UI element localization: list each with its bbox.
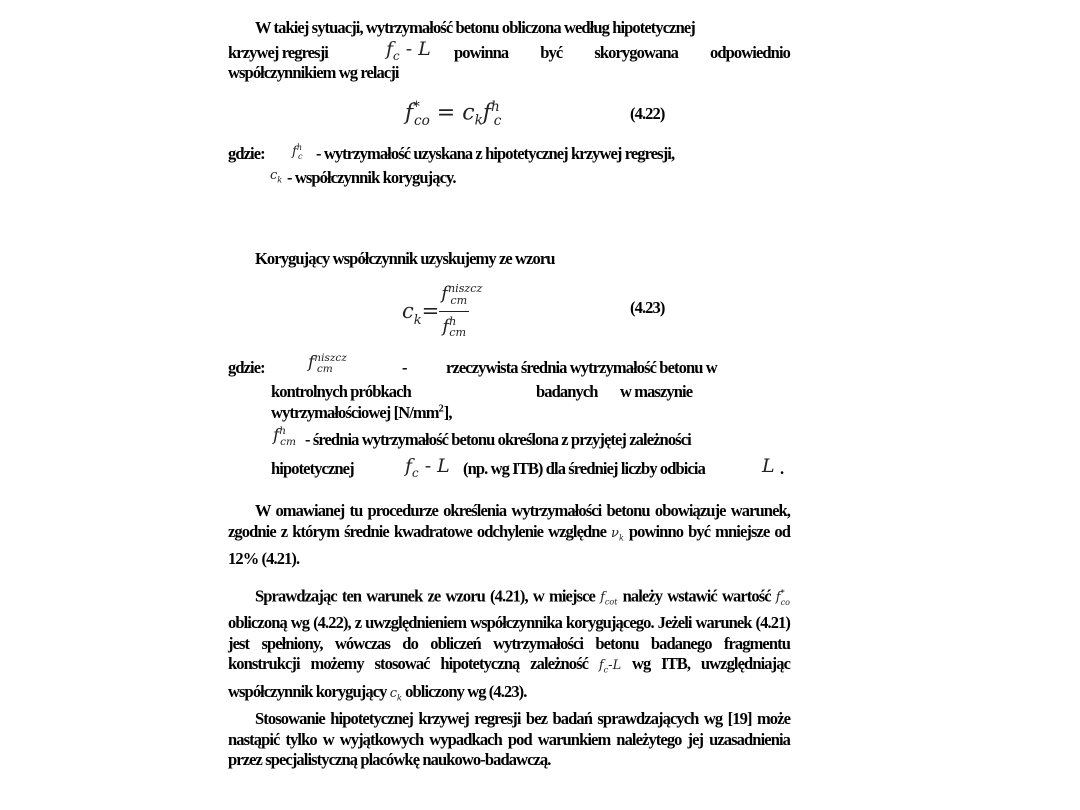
eq423-c: c [402, 299, 414, 324]
definitions-2-label: gdzie: [228, 358, 265, 377]
equation-number-4-23: (4.23) [630, 298, 665, 317]
eq423-denominator [440, 312, 468, 343]
symbol-L: L [418, 37, 431, 60]
p4-fc-sub: c [603, 666, 609, 676]
p4-fc: f [598, 658, 604, 674]
eq422-star: * [413, 99, 420, 115]
intro-line-2-end: powinna być skorygowana odpowiednio [454, 42, 790, 62]
p4-f2-sup: * [780, 589, 785, 598]
definitions-2-dash-1: - [402, 358, 407, 377]
definitions-1-symbol-fch [292, 143, 303, 161]
definitions-1-symbol-ck [270, 168, 282, 185]
eq423-den-f: f [442, 315, 450, 337]
p4-dash: - [608, 658, 613, 674]
eq422-sup-h: h [490, 99, 500, 115]
eq423-den-sub: cm [449, 326, 467, 340]
def2-f2: f [273, 425, 280, 446]
def2-text1c-main: wytrzymałościowej [N/mm [271, 403, 439, 422]
definitions-2-text-2b-2: (np. wg ITB) dla średniej liczby odbicia [463, 459, 705, 478]
definitions-2-text-2b-1: hipotetycznej [271, 459, 354, 478]
eq423-fraction [439, 280, 483, 342]
def1-c: c [270, 168, 278, 183]
def2-fc: f [405, 455, 413, 477]
def1-sub-k: k [277, 175, 283, 185]
def2-f1-sub: cm [316, 363, 333, 376]
definitions-2-text-2b-end: . [780, 459, 784, 478]
eq423-den-sup: h [449, 314, 457, 328]
eq422-sub-co: co [413, 112, 430, 129]
def2-f2-sup: h [279, 425, 287, 437]
symbol-nu-k [611, 526, 624, 541]
p4-part-2: należy wstawić wartość [622, 586, 771, 606]
p4-f1: f [600, 590, 605, 606]
definitions-2-text-1a: rzeczywista średnia wytrzymałość betonu w [446, 358, 717, 377]
symbol-f-cot [600, 590, 617, 605]
intro-line-2 [228, 39, 790, 65]
definitions-2-text-1b-1: kontrolnych próbkach [271, 382, 411, 401]
definitions-2-text-1b-2: badanych [536, 382, 598, 401]
def2-f1-sup: niszcz [314, 352, 347, 364]
def2-f1: f [308, 352, 315, 373]
p4-f2: f [775, 590, 781, 606]
intro-line-1: W takiej sytuacji, wytrzymałość betonu obliczona według hipotetycznej [255, 18, 695, 37]
definitions-2-symbol-fcm-niszcz [308, 352, 347, 376]
definitions-1-item-2: - współczynnik korygujący. [287, 168, 456, 187]
p4-L: L [612, 658, 622, 674]
p3-nu-sub: k [618, 533, 624, 543]
p4-f1-sub: cot [604, 597, 618, 607]
equation-4-23-formula [402, 280, 483, 342]
intro-line-3: współczynnikiem wg relacji [228, 62, 399, 82]
p4-c: c [389, 685, 398, 701]
eq422-f2: f [482, 100, 491, 126]
subscript-c: c [393, 48, 400, 63]
p4-part-3: obliczoną wg (4.22), z uwzględnieniem współczynnika korygującego. Jeżeli warunek (4.21) jest spełniony, wówczas do obliczeń wytrzymałości betonu badanego fragmentu konstrukcji możemy stosować hipotetyczną zależność [228, 613, 790, 674]
symbol-f-co-star [776, 590, 790, 605]
p3-nu: ν [611, 525, 619, 541]
definitions-2-text-1c [271, 403, 452, 423]
eq422-f: f [405, 100, 414, 126]
p3-part-1: W omawianej tu procedurze określenia wytrzymałości betonu obowiązuje warunek, zgodnie z którym średnie kwadratowe odchylenie względne [228, 501, 790, 541]
paragraph-condition [228, 501, 790, 569]
paragraph-hypothetical-curve: Stosowanie hipotetycznej krzywej regresji bez badań sprawdzających wg [19] może nastąpić tylko w wyjątkowych wypadkach pod warunkiem należytego jej uzasadnienia przez specjalistyczną placówkę naukowo-badawczą. [228, 709, 790, 769]
definitions-2-symbol-L: L [762, 455, 775, 477]
p4-c-sub: k [397, 693, 402, 703]
eq423-numerator [439, 280, 483, 312]
def1-sup-h: h [296, 143, 302, 152]
definitions-1-label: gdzie: [228, 144, 265, 163]
eq423-equals: = [421, 299, 440, 324]
paragraph-correction: Korygujący współczynnik uzyskujemy ze wzoru [255, 249, 555, 268]
p4-part-4: wg ITB, uwzględniając współczynnik korygujący [228, 654, 790, 701]
def2-text1c-end: ], [443, 403, 452, 422]
def1-f: f [292, 144, 297, 160]
p4-part-1: Sprawdzając ten warunek ze wzoru (4.21), w miejsce [255, 586, 595, 606]
def2-text1c-sup: 2 [438, 403, 444, 415]
formula-fc-L-inline [598, 658, 622, 676]
definitions-2-symbol-fcm-h [273, 425, 296, 448]
symbol-f: f [386, 37, 394, 60]
def2-L: L [437, 455, 450, 477]
paragraph-intro [228, 18, 790, 83]
definitions-1-item-1: - wytrzymałość uzyskana z hipotetycznej krzywej regresji, [316, 144, 675, 163]
def2-fc-sub: c [412, 465, 419, 480]
def2-f2-sub: cm [280, 436, 296, 449]
definitions-2-formula-fc-L [405, 455, 450, 480]
eq423-sub-k: k [413, 313, 422, 329]
intro-line-2-start: krzywej regresji [228, 42, 328, 62]
formula-fc-L [386, 39, 431, 66]
eq423-num-f: f [441, 283, 448, 304]
equation-number-4-22: (4.22) [630, 104, 665, 123]
dash: - [405, 37, 413, 60]
eq422-sub-c: c [493, 112, 502, 129]
symbol-ck-inline [390, 686, 402, 701]
paragraph-check [228, 584, 790, 709]
p4-f2-sub: co [780, 597, 790, 607]
eq423-num-sub: cm [450, 293, 468, 307]
p3-part-2: powinno być mniejsze od 12% (4.21). [228, 521, 791, 568]
def2-dash: - [424, 455, 432, 477]
eq422-equals: = [429, 100, 463, 126]
def1-sub-c: c [298, 151, 303, 161]
eq422-sub-k: k [474, 112, 483, 129]
definitions-2-text-2a: - średnia wytrzymałość betonu określona z przyjętej zależności [305, 430, 691, 449]
p4-part-5: obliczony wg (4.23). [405, 681, 527, 701]
equation-4-22-formula [405, 99, 501, 129]
eq422-c: c [462, 100, 475, 126]
eq423-num-sup: niszcz [447, 282, 483, 295]
definitions-2-text-1b-3: w maszynie [620, 382, 693, 401]
